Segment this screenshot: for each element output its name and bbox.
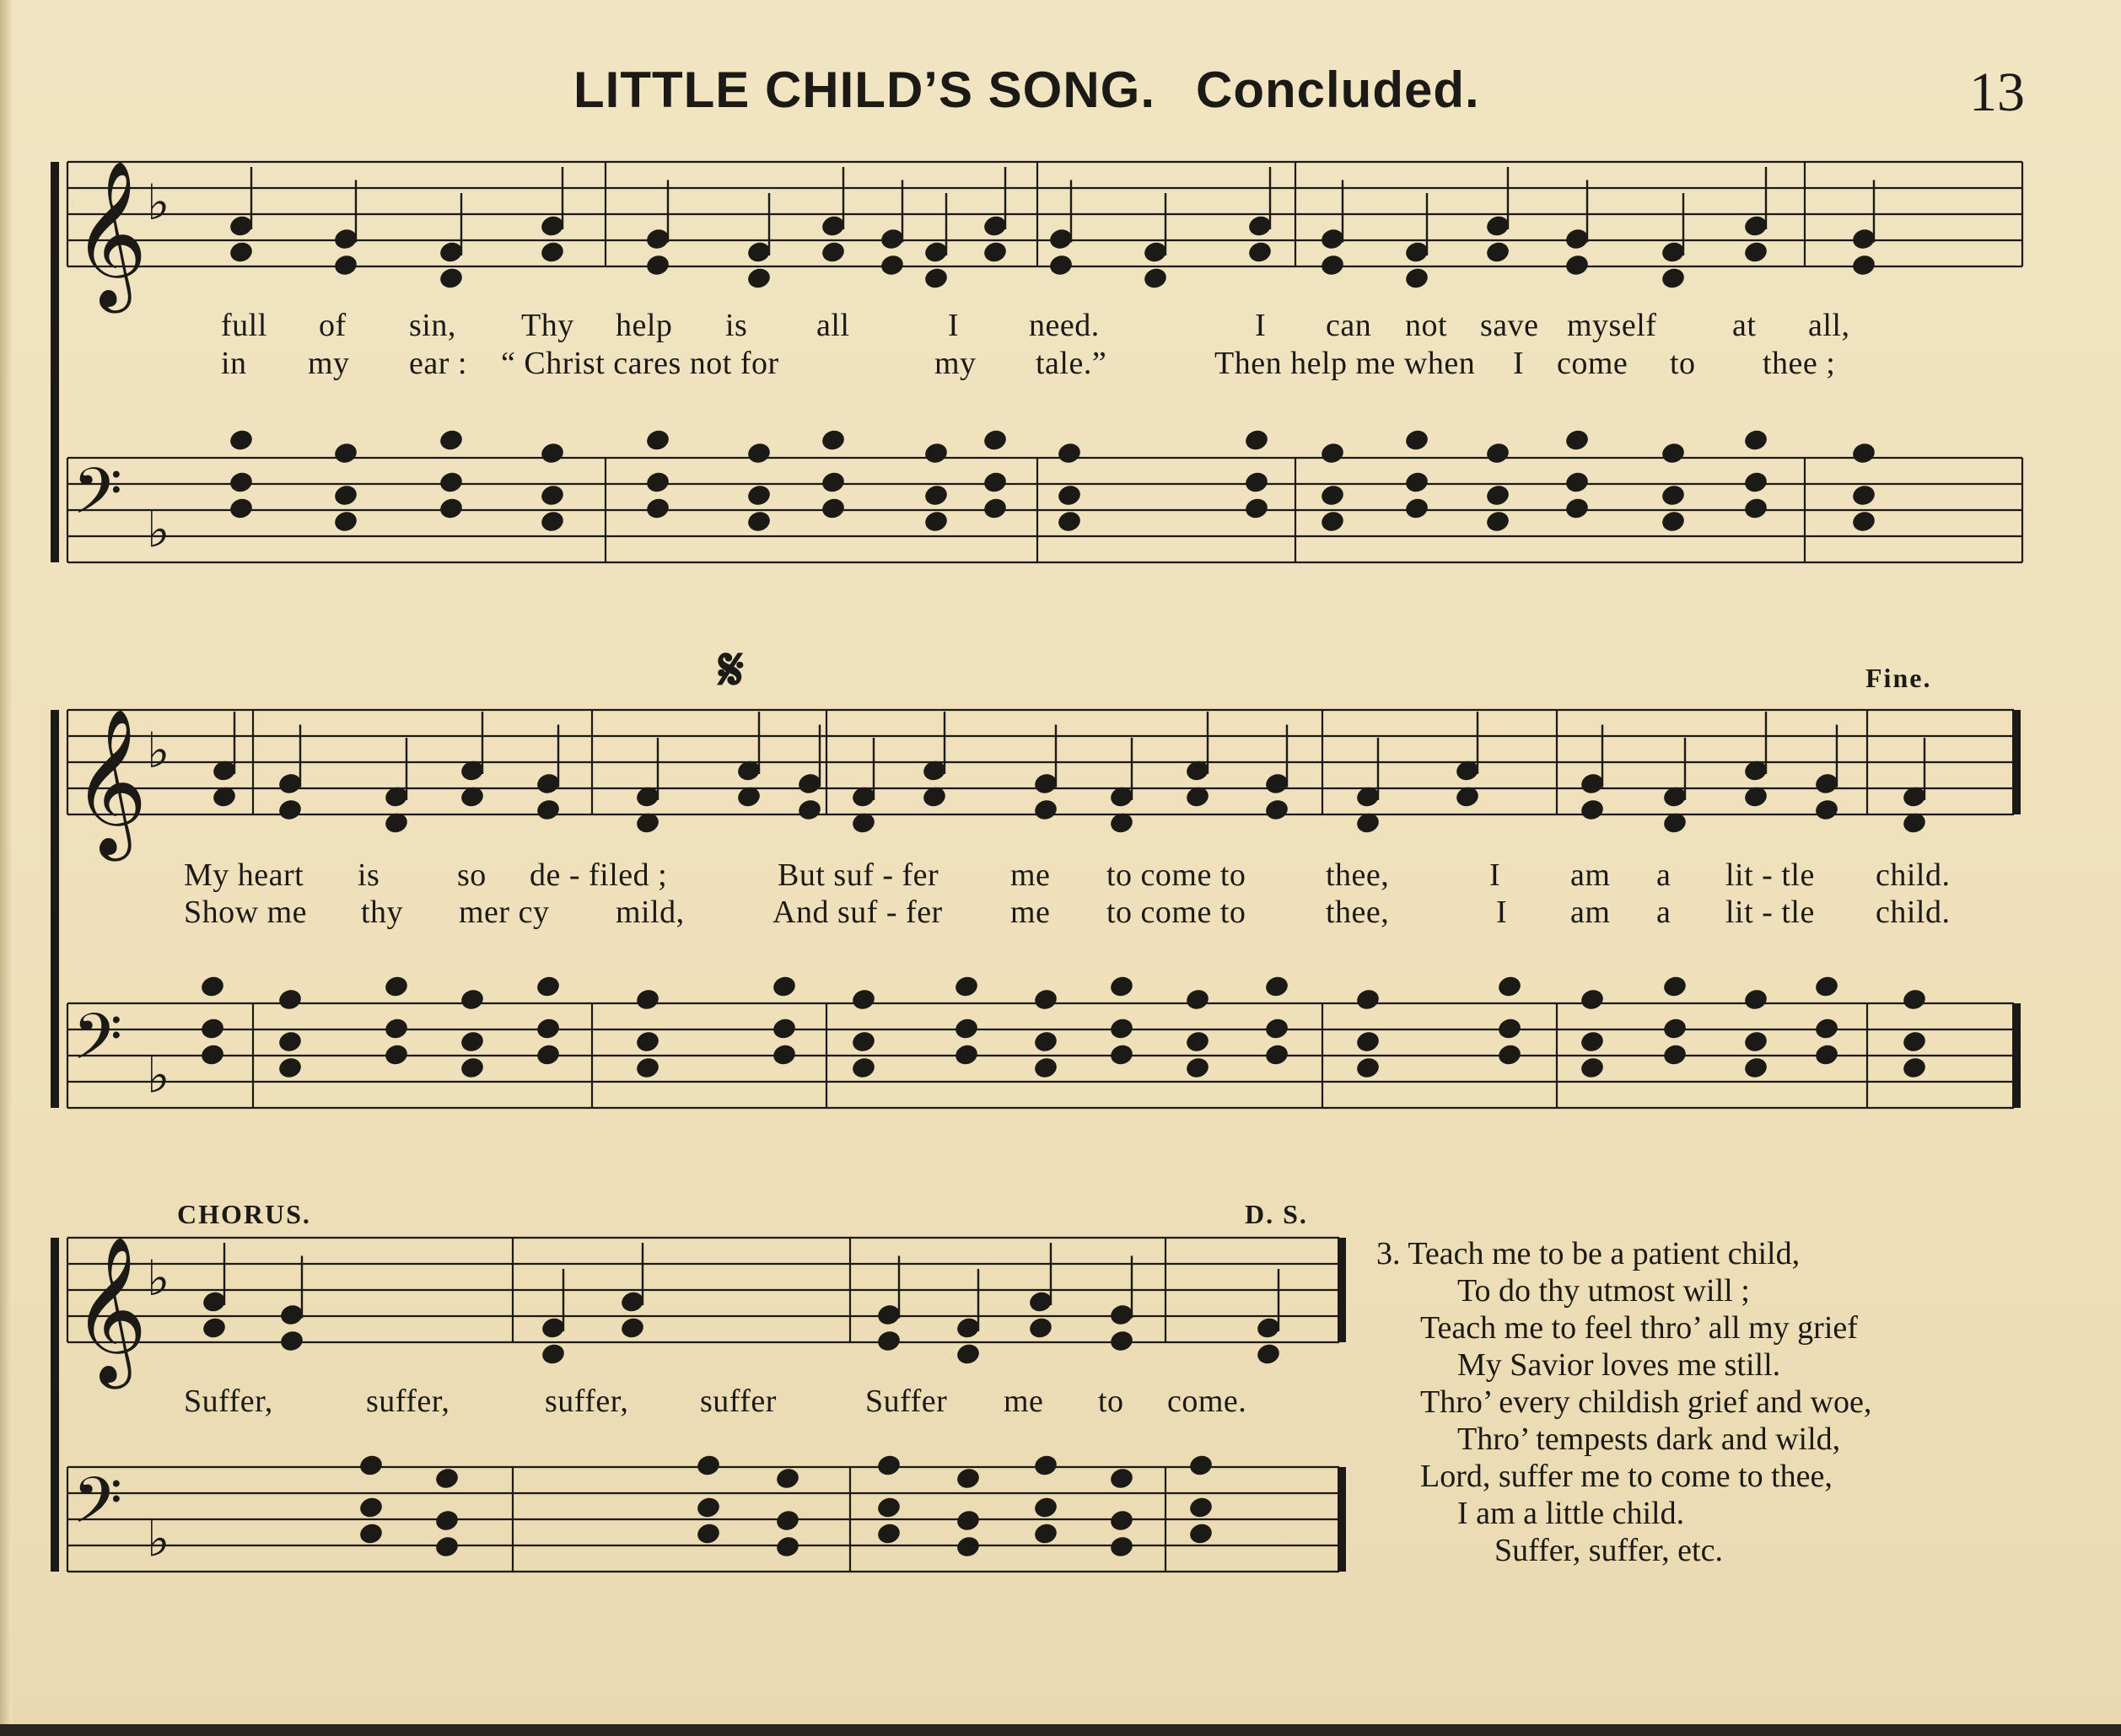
note-head: [1263, 1017, 1290, 1041]
note-head: [953, 1017, 980, 1041]
note-head: [1403, 470, 1430, 495]
note-head: [277, 987, 304, 1012]
note-head: [1319, 441, 1346, 465]
lyric-word: save: [1480, 308, 1539, 343]
note-head: [644, 428, 671, 453]
flat-sign: ♭: [147, 1250, 170, 1308]
note-head: [1027, 1316, 1054, 1341]
note-head: [644, 253, 671, 277]
lyric-word: thee,: [1326, 895, 1390, 930]
note-head: [746, 483, 772, 508]
note-head: [332, 441, 359, 465]
lyric-word: And suf - fer: [772, 895, 943, 930]
system-brace: [51, 162, 59, 562]
note-head: [1319, 509, 1346, 534]
lyric-word: thy: [361, 895, 404, 930]
note-head: [539, 483, 566, 508]
note-head: [820, 240, 847, 265]
lyric-word: full: [221, 308, 267, 343]
note-head: [1032, 1029, 1059, 1054]
note-head: [1184, 987, 1211, 1012]
note-head: [955, 1534, 982, 1559]
note-head: [1496, 1043, 1523, 1067]
flat-sign: ♭: [147, 1046, 170, 1104]
note-head: [1108, 1329, 1135, 1353]
lyric-word: sin,: [409, 308, 456, 343]
note-head: [1742, 497, 1769, 521]
note-head: [1032, 987, 1059, 1012]
note-head: [644, 497, 671, 521]
note-head: [358, 1496, 385, 1520]
lyric-word: to come to: [1106, 857, 1246, 893]
note-head: [1661, 975, 1688, 999]
note-head: [1108, 1508, 1135, 1533]
note-head: [438, 470, 465, 495]
lyric-word: come: [1557, 346, 1628, 381]
note-head: [1901, 987, 1928, 1012]
note-head: [953, 1043, 980, 1067]
lyric-word: me: [1004, 1384, 1044, 1419]
note-head: [875, 1329, 902, 1353]
note-head: [1187, 1496, 1214, 1520]
note-head: [459, 1029, 486, 1054]
note-head: [1243, 470, 1270, 495]
note-head: [1661, 1043, 1688, 1067]
note-head: [1056, 509, 1083, 534]
note-head: [982, 497, 1009, 521]
note-head: [1108, 1466, 1135, 1491]
flat-sign: ♭: [147, 174, 170, 232]
note-head: [1850, 509, 1877, 534]
lyric-word: am: [1570, 895, 1611, 930]
note-head: [982, 428, 1009, 453]
note-head: [535, 1043, 562, 1067]
treble-clef: 𝄞: [73, 1236, 148, 1383]
note-head: [1243, 428, 1270, 453]
note-head: [1813, 798, 1840, 822]
note-head: [850, 1029, 877, 1054]
lyric-word: Then help me when: [1214, 346, 1476, 381]
lyric-word: am: [1570, 857, 1611, 893]
note-head: [1579, 798, 1606, 822]
note-head: [438, 266, 465, 291]
note-head: [1142, 266, 1169, 291]
note-head: [1032, 1496, 1059, 1520]
lyric-word: myself: [1567, 308, 1657, 343]
lyric-word: I: [1496, 895, 1508, 930]
note-head: [1263, 975, 1290, 999]
segno-sign: 𝄋: [719, 634, 745, 704]
note-head: [1032, 1454, 1059, 1478]
note-head: [1742, 1029, 1769, 1054]
note-head: [1742, 1056, 1769, 1080]
note-head: [1850, 253, 1877, 277]
lyric-word: to: [1098, 1384, 1124, 1419]
note-head: [619, 1316, 646, 1341]
lyric-word: to: [1670, 346, 1696, 381]
note-head: [1187, 1454, 1214, 1478]
system-brace: [51, 1238, 59, 1572]
note-head: [383, 1043, 410, 1067]
note-head: [539, 240, 566, 265]
verse-line: I am a little child.: [1457, 1496, 1685, 1531]
note-head: [1255, 1342, 1282, 1367]
note-head: [540, 1342, 567, 1367]
flat-sign: ♭: [147, 501, 170, 559]
note-head: [277, 1029, 304, 1054]
lyric-word: need.: [1029, 308, 1100, 343]
verse-line: Teach me to feel thro’ all my grief: [1420, 1310, 1858, 1346]
final-barline: [1338, 1467, 1346, 1572]
lyric-word: all,: [1808, 308, 1850, 343]
note-head: [535, 975, 562, 999]
note-head: [850, 1056, 877, 1080]
note-head: [875, 1522, 902, 1546]
note-head: [1660, 441, 1687, 465]
note-head: [1813, 1043, 1840, 1067]
final-barline: [2012, 710, 2021, 814]
note-head: [982, 470, 1009, 495]
note-head: [358, 1522, 385, 1546]
note-head: [1403, 266, 1430, 291]
note-head: [1901, 1056, 1928, 1080]
note-head: [774, 1508, 801, 1533]
note-head: [634, 1056, 661, 1080]
lyric-word: not: [1405, 308, 1448, 343]
note-head: [433, 1466, 460, 1491]
note-head: [1403, 497, 1430, 521]
note-head: [539, 441, 566, 465]
note-head: [1850, 483, 1877, 508]
note-head: [1484, 441, 1511, 465]
lyric-word: suffer: [700, 1384, 777, 1419]
note-head: [1184, 1029, 1211, 1054]
note-head: [199, 1017, 226, 1041]
lyric-word: to come to: [1106, 895, 1246, 930]
note-head: [644, 470, 671, 495]
note-head: [923, 483, 950, 508]
verse-line: Lord, suffer me to come to thee,: [1420, 1459, 1833, 1494]
lyric-word: child.: [1876, 857, 1951, 893]
note-head: [923, 441, 950, 465]
note-head: [634, 987, 661, 1012]
bass-clef: 𝄢: [73, 454, 123, 545]
lyric-word: so: [457, 857, 487, 893]
note-head: [1660, 509, 1687, 534]
lyric-word: at: [1732, 308, 1757, 343]
note-head: [1564, 497, 1591, 521]
note-head: [982, 240, 1009, 265]
lyric-word: me: [1010, 857, 1051, 893]
note-head: [228, 240, 255, 265]
note-head: [1263, 798, 1290, 822]
lyric-word: child.: [1876, 895, 1951, 930]
note-head: [358, 1454, 385, 1478]
note-head: [1184, 1056, 1211, 1080]
lyric-word: lit - tle: [1725, 895, 1815, 930]
note-head: [277, 798, 304, 822]
lyric-word: I: [1513, 346, 1525, 381]
note-head: [1354, 1056, 1381, 1080]
system-brace: [51, 710, 59, 1108]
verse-line: Thro’ every childish grief and woe,: [1420, 1384, 1872, 1420]
note-head: [433, 1508, 460, 1533]
note-head: [774, 1534, 801, 1559]
lyric-word: a: [1656, 857, 1671, 893]
note-head: [1243, 497, 1270, 521]
note-head: [875, 1454, 902, 1478]
note-head: [1246, 240, 1273, 265]
verse-line: Thro’ tempests dark and wild,: [1457, 1422, 1841, 1457]
note-head: [771, 1043, 798, 1067]
treble-clef: 𝄞: [73, 160, 148, 307]
note-head: [1187, 1522, 1214, 1546]
note-head: [332, 253, 359, 277]
note-head: [459, 987, 486, 1012]
note-head: [746, 441, 772, 465]
lyric-word: my: [308, 346, 350, 381]
note-head: [1579, 987, 1606, 1012]
note-head: [1056, 483, 1083, 508]
note-head: [1742, 987, 1769, 1012]
lyric-word: I: [1489, 857, 1501, 893]
note-head: [820, 497, 847, 521]
note-head: [535, 1017, 562, 1041]
lyric-word: in: [221, 346, 247, 381]
note-head: [1579, 1056, 1606, 1080]
song-title: LITTLE CHILD’S SONG.: [573, 62, 1155, 118]
note-head: [746, 266, 772, 291]
note-head: [1032, 1056, 1059, 1080]
lyric-word: suffer,: [545, 1384, 629, 1419]
lyric-word: is: [725, 308, 748, 343]
note-head: [695, 1496, 722, 1520]
note-head: [1319, 253, 1346, 277]
lyric-word: a: [1656, 895, 1671, 930]
treble-clef: 𝄞: [73, 708, 148, 855]
note-head: [875, 1496, 902, 1520]
lyric-word: is: [358, 857, 380, 893]
note-head: [332, 483, 359, 508]
note-head: [1108, 975, 1135, 999]
verse-line: Suffer, suffer, etc.: [1494, 1533, 1723, 1568]
note-head: [1032, 1522, 1059, 1546]
note-head: [1661, 1017, 1688, 1041]
note-head: [1850, 441, 1877, 465]
lyric-word: Show me: [184, 895, 307, 930]
note-head: [1354, 1029, 1381, 1054]
note-head: [771, 975, 798, 999]
final-barline: [1338, 1238, 1346, 1342]
note-head: [228, 497, 255, 521]
note-head: [383, 975, 410, 999]
lyric-word: de - filed ;: [530, 857, 668, 893]
verse-3: [1376, 1235, 1871, 1569]
note-head: [438, 497, 465, 521]
note-head: [1742, 428, 1769, 453]
note-head: [1403, 428, 1430, 453]
chorus-label: CHORUS.: [177, 1199, 311, 1229]
note-head: [1742, 240, 1769, 265]
note-head: [1901, 1029, 1928, 1054]
flat-sign: ♭: [147, 1510, 170, 1568]
note-head: [1263, 1043, 1290, 1067]
song-subtitle: Concluded.: [1196, 62, 1480, 118]
lyric-word: “ Christ cares not for: [501, 346, 779, 381]
note-head: [1496, 975, 1523, 999]
note-head: [955, 1508, 982, 1533]
note-head: [953, 975, 980, 999]
note-head: [1660, 483, 1687, 508]
note-head: [1108, 1534, 1135, 1559]
note-head: [774, 1466, 801, 1491]
lyric-word: My heart: [184, 857, 304, 893]
lyric-word: of: [319, 308, 347, 343]
note-head: [955, 1342, 982, 1367]
note-head: [332, 509, 359, 534]
lyric-word: thee ;: [1763, 346, 1836, 381]
note-head: [433, 1534, 460, 1559]
note-head: [1032, 798, 1059, 822]
lyric-word: I: [948, 308, 960, 343]
note-head: [1496, 1017, 1523, 1041]
note-head: [923, 509, 950, 534]
note-head: [955, 1466, 982, 1491]
note-head: [1108, 1017, 1135, 1041]
note-head: [535, 798, 562, 822]
lyric-word: can: [1326, 308, 1372, 343]
note-head: [850, 987, 877, 1012]
lyric-word: Thy: [521, 308, 574, 343]
lyric-word: suffer,: [366, 1384, 450, 1419]
lyric-word: my: [934, 346, 977, 381]
lyric-word: mild,: [616, 895, 685, 930]
note-head: [228, 470, 255, 495]
note-head: [1579, 1029, 1606, 1054]
note-head: [695, 1454, 722, 1478]
note-head: [1742, 470, 1769, 495]
flat-sign: ♭: [147, 722, 170, 780]
note-head: [1056, 441, 1083, 465]
fine-marking: Fine.: [1865, 663, 1932, 693]
lyric-word: tale.”: [1036, 346, 1107, 381]
note-head: [1813, 1017, 1840, 1041]
note-head: [228, 428, 255, 453]
note-head: [820, 470, 847, 495]
note-head: [634, 1029, 661, 1054]
note-head: [277, 1056, 304, 1080]
lyric-word: lit - tle: [1725, 857, 1815, 893]
note-head: [1564, 253, 1591, 277]
note-head: [796, 798, 823, 822]
lyric-word: me: [1010, 895, 1051, 930]
lyric-word: help: [616, 308, 673, 343]
note-head: [1564, 428, 1591, 453]
note-head: [1108, 1043, 1135, 1067]
note-head: [459, 1056, 486, 1080]
note-head: [199, 1043, 226, 1067]
lyric-word: mer cy: [459, 895, 550, 930]
lyric-word: all: [816, 308, 850, 343]
verse-line: To do thy utmost will ;: [1457, 1273, 1750, 1309]
lyric-word: ear :: [409, 346, 467, 381]
note-head: [820, 428, 847, 453]
note-head: [438, 428, 465, 453]
page-number: 13: [1969, 62, 2025, 123]
bass-clef: 𝄢: [73, 1463, 123, 1554]
note-head: [771, 1017, 798, 1041]
lyric-word: But suf - fer: [778, 857, 939, 893]
note-head: [199, 975, 226, 999]
lyric-word: Suffer,: [184, 1384, 273, 1419]
lyric-word: thee,: [1326, 857, 1390, 893]
bass-clef: 𝄢: [73, 999, 123, 1090]
note-head: [1484, 509, 1511, 534]
lyric-word: come.: [1167, 1384, 1247, 1419]
note-head: [879, 253, 906, 277]
note-head: [1484, 483, 1511, 508]
note-head: [539, 509, 566, 534]
note-head: [746, 509, 772, 534]
note-head: [1660, 266, 1687, 291]
note-head: [278, 1329, 305, 1353]
verse-line: 3. Teach me to be a patient child,: [1376, 1236, 1801, 1271]
ds-marking: D. S.: [1245, 1199, 1308, 1229]
note-head: [201, 1316, 228, 1341]
verse-line: My Savior loves me still.: [1457, 1347, 1781, 1383]
final-barline: [2012, 1003, 2021, 1108]
note-head: [923, 266, 950, 291]
note-head: [1484, 240, 1511, 265]
note-head: [1047, 253, 1074, 277]
note-head: [1813, 975, 1840, 999]
lyric-word: Suffer: [865, 1384, 948, 1419]
note-head: [1564, 470, 1591, 495]
note-head: [1354, 987, 1381, 1012]
note-head: [1319, 483, 1346, 508]
note-head: [695, 1522, 722, 1546]
lyric-word: I: [1255, 308, 1267, 343]
note-head: [383, 1017, 410, 1041]
